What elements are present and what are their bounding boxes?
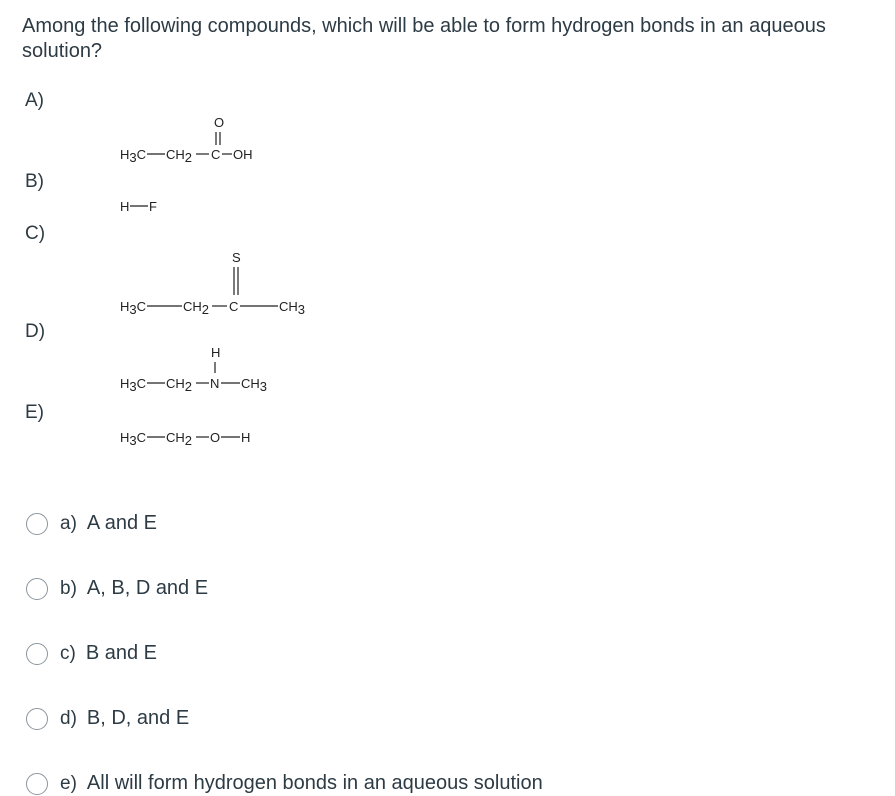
option-a-letter: a) — [60, 512, 77, 534]
option-a-radio[interactable] — [26, 513, 48, 535]
structure-d — [110, 342, 310, 399]
compound-label-b: B) — [25, 171, 44, 192]
svg-text:N: N — [210, 376, 220, 391]
svg-text:C: C — [211, 147, 221, 162]
svg-text:CH3: CH3 — [279, 299, 306, 316]
svg-text:CH2: CH2 — [183, 299, 210, 316]
svg-text:H: H — [241, 430, 251, 445]
option-b-radio[interactable] — [26, 578, 48, 600]
option-b[interactable] — [26, 577, 208, 600]
structure-a-oxygen: O — [214, 115, 225, 130]
svg-text:CH2: CH2 — [166, 147, 193, 165]
svg-text:H3C: H3C — [120, 376, 147, 394]
option-d[interactable] — [26, 707, 189, 730]
option-c-letter: c) — [60, 642, 76, 664]
svg-text:CH3: CH3 — [241, 376, 268, 394]
svg-text:H: H — [211, 345, 221, 360]
compound-label-c: C) — [25, 223, 46, 244]
option-e-radio[interactable] — [26, 773, 48, 795]
svg-text:H3C: H3C — [120, 430, 147, 448]
structure-c — [110, 244, 330, 321]
option-a[interactable] — [26, 512, 157, 535]
compound-label-a: A) — [25, 90, 44, 111]
option-e-text: All will form hydrogen bonds in an aqueous solution — [86, 772, 543, 794]
structure-b — [110, 196, 190, 223]
svg-text:H3C: H3C — [120, 299, 147, 316]
option-b-text: A, B, D and E — [86, 577, 209, 599]
compound-label-e: E) — [25, 402, 44, 423]
option-e-letter: e) — [60, 772, 77, 794]
svg-text:S: S — [232, 250, 241, 265]
svg-text:CH2: CH2 — [166, 430, 193, 448]
option-b-letter: b) — [60, 577, 77, 599]
svg-text:CH2: CH2 — [166, 376, 193, 394]
svg-text:H3C: H3C — [120, 147, 147, 165]
option-e[interactable] — [26, 772, 543, 795]
structure-a — [110, 108, 310, 173]
option-a-text: A and E — [86, 512, 157, 534]
option-c-radio[interactable] — [26, 643, 48, 665]
structure-e — [110, 425, 310, 454]
svg-text:C: C — [229, 299, 239, 314]
option-d-radio[interactable] — [26, 708, 48, 730]
svg-text:O: O — [210, 430, 221, 445]
svg-text:F: F — [149, 199, 157, 214]
svg-text:OH: OH — [233, 147, 253, 162]
option-c[interactable] — [26, 642, 157, 665]
compound-label-d: D) — [25, 321, 46, 342]
option-d-letter: d) — [60, 707, 77, 729]
question-text: Among the following compounds, which will be able to form hydrogen bonds in an aqueous solution? — [22, 15, 826, 62]
svg-text:H: H — [120, 199, 130, 214]
option-d-text: B, D, and E — [86, 707, 190, 729]
option-c-text: B and E — [85, 642, 157, 664]
